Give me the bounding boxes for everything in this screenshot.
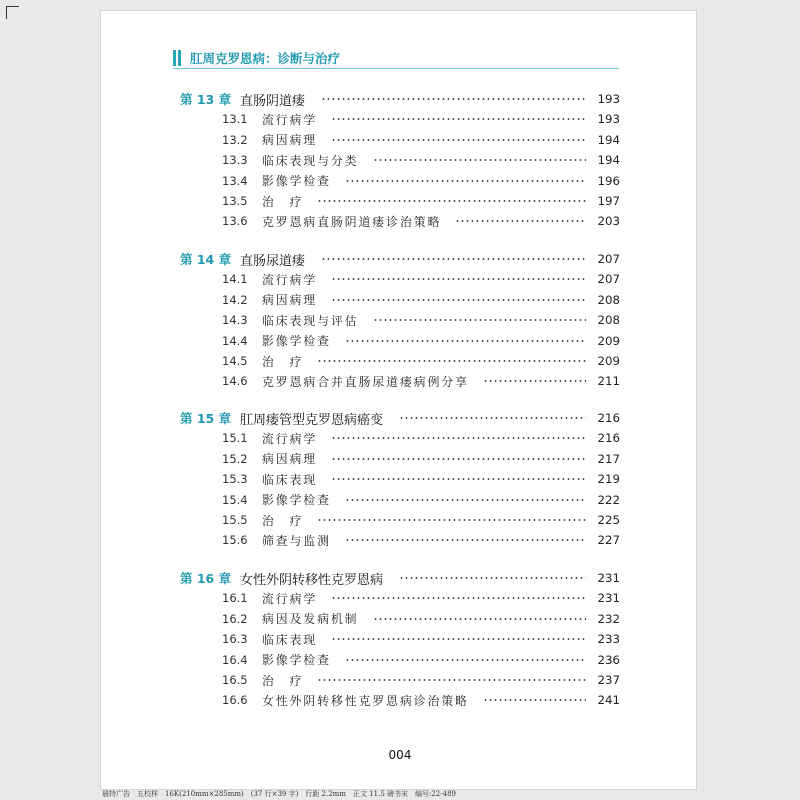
dot-leader [317, 360, 586, 362]
section-page-number: 209 [597, 354, 620, 368]
toc-section-row[interactable] [180, 610, 620, 628]
header-bar-icon [173, 50, 183, 66]
section-number: 15.1 [222, 431, 248, 446]
dot-leader [345, 539, 586, 541]
chapter-title: 直肠尿道瘘 [240, 253, 306, 269]
dot-leader [331, 278, 586, 280]
section-title: 病因及发病机制 [262, 612, 359, 627]
toc-section-row[interactable] [180, 511, 620, 529]
section-page-number: 233 [597, 632, 620, 647]
section-page-number: 193 [597, 112, 620, 127]
section-page-number: 194 [597, 132, 620, 147]
toc-section-row[interactable] [180, 671, 620, 689]
section-number: 14.3 [222, 313, 248, 328]
toc-chapter-row[interactable] [180, 90, 620, 108]
section-title: 影像学检查 [262, 493, 331, 508]
section-number: 13.3 [222, 153, 248, 168]
chapter-page-number: 193 [597, 92, 620, 106]
dot-leader [345, 340, 586, 342]
section-title: 临床表现 [262, 632, 318, 647]
toc-section-row[interactable] [180, 311, 620, 329]
chapter-label: 第 15 章 [180, 411, 232, 426]
section-title: 克罗恩病直肠阴道瘘诊治策略 [262, 214, 442, 229]
dot-leader [483, 380, 586, 382]
section-number: 15.4 [222, 492, 248, 507]
toc-section-row[interactable] [180, 691, 620, 709]
toc-chapter-row[interactable] [180, 569, 620, 587]
section-page-number: 225 [597, 513, 620, 527]
section-page-number: 219 [597, 472, 620, 487]
chapter-title: 肛周瘘管型克罗恩病癌变 [240, 412, 384, 428]
toc-section-row[interactable] [180, 151, 620, 169]
toc-section-row[interactable] [180, 372, 620, 390]
dot-leader [331, 638, 586, 640]
section-number: 14.5 [222, 354, 248, 368]
section-number: 16.3 [222, 632, 248, 647]
section-title: 病因病理 [262, 452, 318, 467]
dot-leader [331, 299, 586, 301]
section-title: 治 疗 [262, 673, 304, 688]
section-title: 治 疗 [262, 513, 304, 528]
section-title: 病因病理 [262, 133, 318, 148]
dot-leader [321, 98, 586, 100]
header-title: 肛周克罗恩病：诊断与治疗 [190, 51, 341, 66]
toc-section-row[interactable] [180, 352, 620, 370]
section-page-number: 241 [597, 693, 620, 708]
toc-section-row[interactable] [180, 651, 620, 669]
toc-section-row[interactable] [180, 332, 620, 350]
dot-leader [331, 437, 586, 439]
dot-leader [345, 499, 586, 501]
dot-leader [317, 200, 586, 202]
section-page-number: 227 [597, 533, 620, 548]
section-number: 13.6 [222, 214, 248, 229]
section-page-number: 232 [597, 611, 620, 626]
section-title: 影像学检查 [262, 653, 331, 668]
toc-section-row[interactable] [180, 131, 620, 149]
section-page-number: 209 [597, 333, 620, 348]
chapter-page-number: 231 [597, 571, 620, 585]
dot-leader [345, 659, 586, 661]
section-title: 筛查与监测 [262, 533, 331, 548]
toc-section-row[interactable] [180, 110, 620, 128]
toc-section-row[interactable] [180, 212, 620, 230]
section-number: 14.6 [222, 374, 248, 389]
section-page-number: 216 [597, 431, 620, 446]
section-number: 15.3 [222, 472, 248, 487]
toc-section-row[interactable] [180, 589, 620, 607]
running-header [173, 48, 619, 70]
section-page-number: 197 [597, 194, 620, 208]
header-rule [173, 68, 619, 69]
chapter-label: 第 16 章 [180, 571, 232, 586]
section-title: 治 疗 [262, 354, 304, 369]
section-title: 流行病学 [262, 431, 318, 446]
section-page-number: 231 [597, 591, 620, 606]
section-number: 13.2 [222, 132, 248, 147]
section-title: 流行病学 [262, 272, 318, 287]
toc-section-row[interactable] [180, 630, 620, 648]
crop-mark-top-left [6, 6, 19, 19]
dot-leader [331, 458, 586, 460]
section-page-number: 196 [597, 173, 620, 188]
dot-leader [373, 618, 586, 620]
dot-leader [321, 258, 586, 260]
section-number: 14.4 [222, 333, 248, 348]
section-number: 16.6 [222, 693, 248, 708]
dot-leader [331, 478, 586, 480]
section-page-number: 194 [597, 153, 620, 168]
section-number: 16.4 [222, 652, 248, 667]
toc-chapter-row[interactable] [180, 250, 620, 268]
section-title: 克罗恩病合并直肠尿道瘘病例分享 [262, 374, 469, 389]
section-number: 13.4 [222, 173, 248, 188]
section-title: 临床表现与分类 [262, 153, 359, 168]
dot-leader [399, 577, 586, 579]
dot-leader [331, 139, 586, 141]
chapter-label: 第 14 章 [180, 252, 232, 267]
section-page-number: 203 [597, 214, 620, 229]
section-title: 临床表现 [262, 472, 318, 487]
section-number: 16.5 [222, 673, 248, 687]
section-page-number: 222 [597, 492, 620, 507]
chapter-title: 女性外阴转移性克罗恩病 [240, 572, 384, 588]
section-number: 16.2 [222, 611, 248, 626]
dot-leader [345, 180, 586, 182]
section-page-number: 208 [597, 292, 620, 307]
section-number: 13.5 [222, 194, 248, 208]
dot-leader [373, 159, 586, 161]
dot-leader [483, 699, 586, 701]
section-number: 14.2 [222, 292, 248, 307]
section-page-number: 217 [597, 451, 620, 466]
section-title: 女性外阴转移性克罗恩病诊治策略 [262, 693, 469, 708]
section-number: 15.5 [222, 513, 248, 527]
dot-leader [399, 417, 586, 419]
section-number: 13.1 [222, 112, 248, 127]
section-number: 15.2 [222, 451, 248, 466]
dot-leader [317, 679, 586, 681]
section-number: 15.6 [222, 533, 248, 548]
section-page-number: 207 [597, 272, 620, 287]
dot-leader [455, 220, 586, 222]
page-number: 004 [388, 748, 412, 762]
dot-leader [317, 519, 586, 521]
toc-section-row[interactable] [180, 429, 620, 447]
section-number: 14.1 [222, 272, 248, 287]
toc-section-row[interactable] [180, 491, 620, 509]
section-title: 流行病学 [262, 112, 318, 127]
dot-leader [331, 597, 586, 599]
print-footer: 晨特广告 五校样 16K(210mm×285mm) (37 行×39 字) 行距 2.2mm 正文 11.5 磅书宋 编号:22-489 [102, 790, 456, 798]
toc-section-row[interactable] [180, 291, 620, 309]
section-number: 16.1 [222, 591, 248, 606]
section-page-number: 237 [597, 673, 620, 687]
toc-chapter-row[interactable] [180, 409, 620, 427]
section-title: 影像学检查 [262, 334, 331, 349]
toc-section-row[interactable] [180, 192, 620, 210]
section-page-number: 208 [597, 313, 620, 328]
section-title: 临床表现与评估 [262, 313, 359, 328]
section-title: 影像学检查 [262, 174, 331, 189]
dot-leader [331, 118, 586, 120]
toc-section-row[interactable] [180, 450, 620, 468]
chapter-label: 第 13 章 [180, 92, 232, 107]
chapter-title: 直肠阴道瘘 [240, 93, 306, 109]
section-title: 治 疗 [262, 194, 304, 209]
section-page-number: 211 [597, 374, 620, 389]
section-title: 病因病理 [262, 293, 318, 308]
section-page-number: 236 [597, 652, 620, 667]
toc-section-row[interactable] [180, 470, 620, 488]
dot-leader [373, 319, 586, 321]
toc-section-row[interactable] [180, 270, 620, 288]
toc-section-row[interactable] [180, 172, 620, 190]
chapter-page-number: 207 [597, 252, 620, 266]
section-title: 流行病学 [262, 591, 318, 606]
toc-section-row[interactable] [180, 531, 620, 549]
chapter-page-number: 216 [597, 411, 620, 425]
